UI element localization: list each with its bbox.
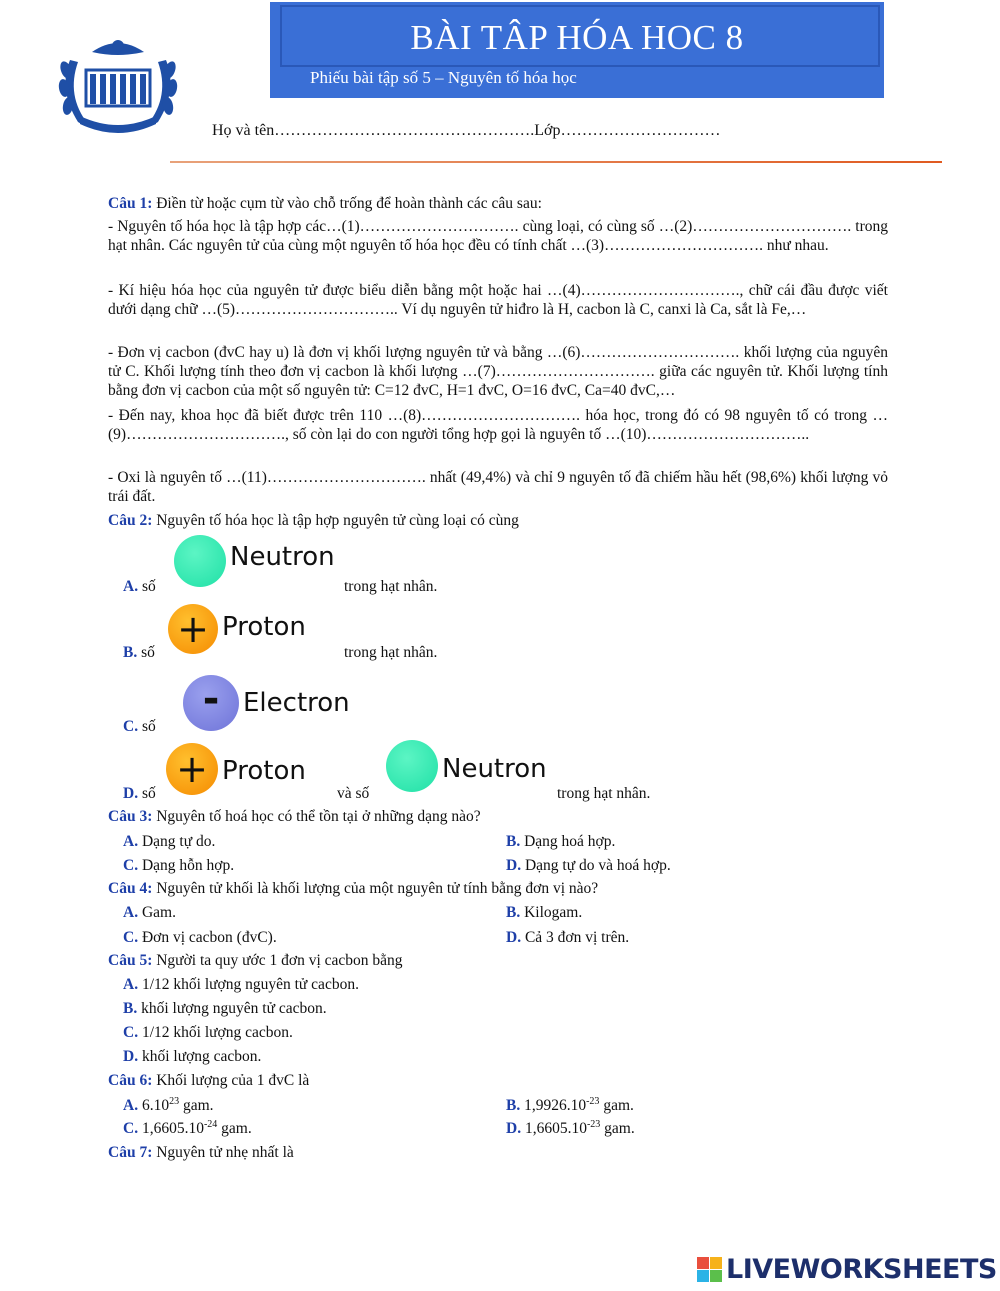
- question-3-option-c[interactable]: [123, 856, 234, 875]
- option-letter: C.: [123, 1024, 139, 1041]
- option-letter: B.: [506, 904, 521, 921]
- option-letter: D.: [506, 857, 522, 874]
- plus-icon: [166, 743, 218, 795]
- option-base: 1,9926.10: [524, 1097, 587, 1114]
- option-suffix: trong hạt nhân.: [344, 644, 438, 661]
- logo: [52, 30, 184, 142]
- option-base: 1,6605.10: [141, 1120, 204, 1137]
- electron-badge[interactable]: [183, 675, 350, 731]
- option-text: Kilogam.: [524, 904, 583, 921]
- option-text: Cả 3 đơn vị trên.: [524, 929, 630, 946]
- question-label: Câu 1:: [108, 195, 153, 212]
- question-label: Câu 3:: [108, 808, 153, 825]
- neutron-label: Neutron: [442, 754, 547, 784]
- option-letter: D.: [123, 1048, 139, 1065]
- option-letter: B.: [123, 644, 138, 661]
- neutron-icon: [386, 740, 438, 792]
- brand-name: LIVEWORKSHEETS: [726, 1254, 997, 1285]
- option-unit: gam.: [600, 1120, 635, 1137]
- electron-label: Electron: [243, 688, 350, 718]
- option-text: 1/12 khối lượng nguyên tử cacbon.: [141, 976, 359, 993]
- option-prefix: số: [141, 644, 155, 661]
- option-letter: A.: [123, 833, 139, 850]
- option-suffix: trong hạt nhân.: [557, 785, 651, 802]
- question-4-heading: [108, 879, 598, 898]
- plus-sign: +: [176, 747, 208, 791]
- book-logo-icon: [52, 30, 184, 142]
- minus-sign: -: [202, 676, 220, 722]
- minus-icon: [183, 675, 239, 731]
- option-suffix: trong hạt nhân.: [344, 578, 438, 595]
- option-prefix: số: [141, 785, 156, 802]
- question-4-option-a[interactable]: [123, 903, 176, 922]
- option-letter: B.: [506, 833, 521, 850]
- question-1-paragraph-2[interactable]: - Kí hiệu hóa học của nguyên tử được biểu diễn bằng một hoặc hai …(4)…………………………., chữ cái đầu được viết dưới dạng chữ …(5)………………………….. Ví dụ nguyên tử hiđro là H, cacbon là C, canxi là Ca, sắt là Fe,…: [108, 282, 888, 318]
- question-6-option-b[interactable]: [506, 1096, 634, 1115]
- plus-icon: [168, 604, 218, 654]
- option-text: Đơn vị cacbon (đvC).: [141, 929, 277, 946]
- option-prefix: số: [141, 578, 156, 595]
- option-letter: A.: [123, 904, 139, 921]
- question-5-option-a[interactable]: [123, 975, 359, 994]
- neutron-icon: [174, 535, 226, 587]
- question-3-option-b[interactable]: [506, 832, 615, 851]
- option-letter: A.: [123, 976, 139, 993]
- question-1-paragraph-3[interactable]: - Đơn vị cacbon (đvC hay u) là đơn vị khối lượng nguyên tử và bằng …(6)…………………………. khối lượng của nguyên tử C. Khối lượng tính theo đơn vị cacbon là khối lượng …(7)…………………………. giữa các nguyên tử. Khối lượng tính bằng đơn vị cacbon của một số nguyên tử: C=12 đvC, H=1 đvC, O=16 đvC, Ca=40 đvC,…: [108, 344, 888, 399]
- option-letter: A.: [123, 1097, 139, 1114]
- question-2-option-a[interactable]: [123, 577, 156, 596]
- question-3-option-a[interactable]: [123, 832, 215, 851]
- question-3-option-d[interactable]: [506, 856, 671, 875]
- question-label: Câu 2:: [108, 512, 153, 529]
- question-5-heading: [108, 951, 403, 970]
- neutron-badge[interactable]: [174, 535, 335, 587]
- option-base: 6.10: [141, 1097, 170, 1114]
- option-exponent: 23: [169, 1095, 180, 1107]
- option-text: Dạng tự do.: [141, 833, 216, 850]
- question-6-option-d[interactable]: [506, 1119, 635, 1138]
- neutron-badge[interactable]: [386, 740, 547, 792]
- option-text: Dạng hoá hợp.: [524, 833, 616, 850]
- question-3-heading: [108, 807, 481, 826]
- logo-year: 2019: [104, 113, 130, 123]
- question-1-heading: [108, 194, 542, 213]
- question-label: Câu 6:: [108, 1072, 153, 1089]
- option-exponent: -23: [586, 1118, 601, 1130]
- option-text: Dạng tự do và hoá hợp.: [524, 857, 671, 874]
- option-base: 1,6605.10: [524, 1120, 587, 1137]
- option-letter: C.: [123, 1120, 139, 1137]
- question-2-option-b[interactable]: [123, 643, 155, 662]
- proton-badge[interactable]: [166, 743, 306, 795]
- question-text: Người ta quy ước 1 đơn vị cacbon bằng: [156, 952, 403, 969]
- neutron-label: Neutron: [230, 542, 335, 572]
- option-letter: B.: [506, 1097, 521, 1114]
- question-text: Nguyên tử nhẹ nhất là: [156, 1144, 294, 1161]
- question-2-option-d[interactable]: [123, 784, 156, 803]
- question-5-option-b[interactable]: [123, 999, 327, 1018]
- student-name-class-line[interactable]: Họ và tên………………………………………….Lớp…………………………: [212, 122, 721, 139]
- question-text: Nguyên tử khối là khối lượng của một nguyên tử tính bằng đơn vị nào?: [156, 880, 599, 897]
- question-4-option-d[interactable]: [506, 928, 629, 947]
- question-7-heading: [108, 1143, 294, 1162]
- proton-badge[interactable]: [168, 604, 306, 654]
- option-exponent: -23: [586, 1095, 600, 1107]
- question-label: Câu 7:: [108, 1144, 153, 1161]
- question-2-heading: [108, 511, 519, 530]
- option-prefix: số: [141, 718, 156, 735]
- option-exponent: -24: [203, 1118, 218, 1130]
- option-letter: A.: [123, 578, 139, 595]
- liveworksheets-logo[interactable]: [697, 1254, 997, 1285]
- question-label: Câu 4:: [108, 880, 153, 897]
- option-letter: D.: [506, 929, 522, 946]
- question-1-paragraph-1[interactable]: - Nguyên tố hóa học là tập hợp các…(1)…………………………. cùng loại, có cùng số …(2)…………………………. trong hạt nhân. Các nguyên tử của cùng một nguyên tố hóa học đều có tính chất …(3)…………………………. như nhau.: [108, 218, 888, 254]
- proton-label: Proton: [222, 612, 306, 642]
- option-text: 1/12 khối lượng cacbon.: [141, 1024, 293, 1041]
- question-text: Nguyên tố hoá học có thể tồn tại ở những dạng nào?: [156, 808, 481, 825]
- question-label: Câu 5:: [108, 952, 153, 969]
- question-1-paragraph-4[interactable]: - Đến nay, khoa học đã biết được trên 110 …(8)…………………………. hóa học, trong đó có 98 nguyên tố có trong …(9)…………………………., số còn lại do con người tổng hợp gọi là nguyên tố …(10)…………………………..: [108, 407, 888, 443]
- question-6-option-c[interactable]: [123, 1119, 252, 1138]
- question-4-option-b[interactable]: [506, 903, 582, 922]
- option-letter: D.: [123, 785, 139, 802]
- option-text: khối lượng nguyên tử cacbon.: [141, 1000, 327, 1017]
- question-5-option-c[interactable]: [123, 1023, 293, 1042]
- option-letter: C.: [123, 857, 139, 874]
- proton-label: Proton: [222, 756, 306, 786]
- question-text: Nguyên tố hóa học là tập hợp nguyên tử cùng loại có cùng: [156, 512, 519, 529]
- option-text: Dạng hỗn hợp.: [141, 857, 235, 874]
- question-text: Khối lượng của 1 đvC là: [156, 1072, 310, 1089]
- question-6-option-a[interactable]: [123, 1096, 214, 1115]
- option-text: khối lượng cacbon.: [141, 1048, 262, 1065]
- option-letter: D.: [506, 1120, 522, 1137]
- header-divider: [170, 161, 942, 163]
- question-text: Điền từ hoặc cụm từ vào chỗ trống để hoàn thành các câu sau:: [156, 195, 542, 212]
- option-connector: và số: [337, 785, 370, 802]
- option-unit: gam.: [217, 1120, 252, 1137]
- liveworksheets-icon: [697, 1257, 722, 1282]
- question-2-option-c[interactable]: [123, 717, 156, 736]
- plus-sign: +: [177, 607, 209, 651]
- page-title: BÀI TÂP HÓA HOC 8: [410, 18, 744, 57]
- option-text: Gam.: [141, 904, 176, 921]
- question-4-option-c[interactable]: [123, 928, 277, 947]
- option-unit: gam.: [179, 1097, 214, 1114]
- option-letter: C.: [123, 718, 139, 735]
- option-unit: gam.: [599, 1097, 634, 1114]
- option-letter: B.: [123, 1000, 138, 1017]
- page-subtitle: Phiếu bài tập số 5 – Nguyên tố hóa học: [310, 68, 577, 87]
- question-1-paragraph-5[interactable]: - Oxi là nguyên tố …(11)…………………………. nhất (49,4%) và chỉ 9 nguyên tố đã chiếm hầu hết (98,6%) khối lượng vỏ trái đất.: [108, 469, 888, 505]
- question-5-option-d[interactable]: [123, 1047, 261, 1066]
- question-6-heading: [108, 1071, 309, 1090]
- option-letter: C.: [123, 929, 139, 946]
